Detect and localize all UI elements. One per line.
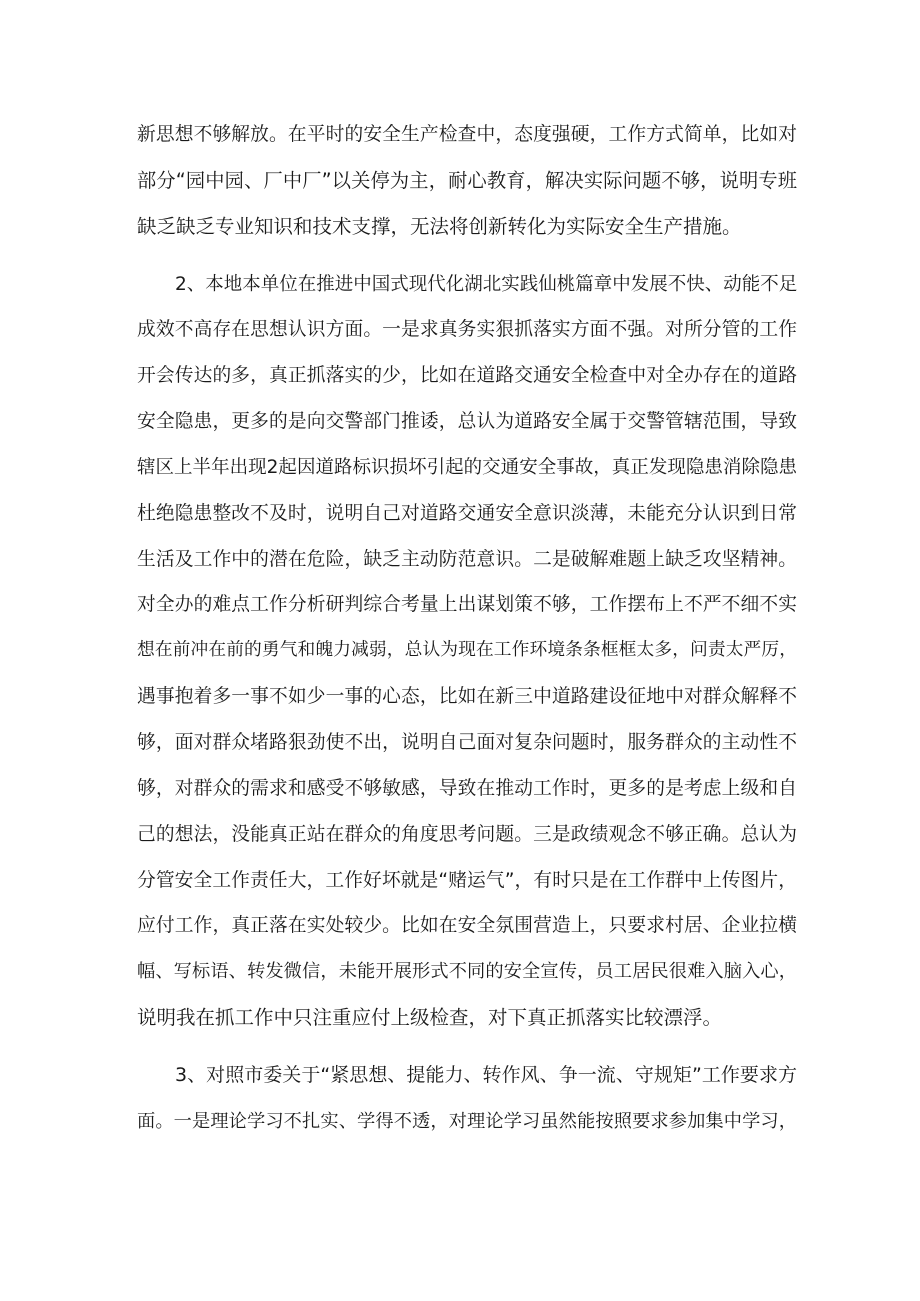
- text-line: 部分“园中园、厂中厂”以关停为主，耐心教育，解决实际问题不够，说明专班: [137, 168, 797, 192]
- paragraph-3: [137, 1053, 797, 1145]
- document-body: [137, 112, 797, 1145]
- paragraph-gap: [137, 250, 797, 262]
- text-line: 对全办的难点工作分析研判综合考量上出谋划策不够，工作摆布上不严不细不实: [137, 594, 797, 616]
- text-line: 辖区上半年出现2起因道路标识损坏引起的交通安全事故，真正发现隐患消除隐患: [137, 456, 797, 478]
- text-line: 遇事抱着多一事不如少一事的心态，比如在新三中道路建设征地中对群众解释不: [137, 686, 797, 708]
- text-line: 够，对群众的需求和感受不够敏感，导致在推动工作时，更多的是考虑上级和自: [137, 777, 797, 799]
- text-line: 成效不高存在思想认识方面。一是求真务实狠抓落实方面不强。对所分管的工作: [137, 319, 797, 341]
- text-line: 说明我在抓工作中只注重应付上级检查，对下真正抓落实比较漂浮。: [137, 1006, 723, 1030]
- text-line: 安全隐患，更多的是向交警部门推诿，总认为道路安全属于交警管辖范围，导致: [137, 411, 797, 433]
- text-line: 应付工作，真正落在实处较少。比如在安全氛围营造上，只要求村居、企业拉横: [137, 915, 797, 937]
- text-line: 杜绝隐患整改不及时，说明自己对道路交通安全意识淡薄，未能充分认识到日常: [137, 502, 797, 524]
- text-line: 2、本地本单位在推进中国式现代化湖北实践仙桃篇章中发展不快、动能不足: [175, 273, 797, 295]
- text-line: 面。一是理论学习不扎实、学得不透，对理论学习虽然能按照要求参加集中学习，: [137, 1110, 797, 1132]
- text-line: 3、对照市委关于“紧思想、提能力、转作风、争一流、守规矩”工作要求方: [175, 1063, 797, 1086]
- text-line: 己的想法，没能真正站在群众的角度思考问题。三是政绩观念不够正确。总认为: [137, 823, 797, 845]
- paragraph-1: [137, 112, 797, 250]
- text-line: 幅、写标语、转发微信，未能开展形式不同的安全宣传，员工居民很难入脑入心，: [137, 961, 797, 983]
- text-line: 缺乏缺乏专业知识和技术支撑，无法将创新转化为实际安全生产措施。: [137, 214, 742, 238]
- text-line: 新思想不够解放。在平时的安全生产检查中，态度强硬，工作方式简单，比如对: [137, 124, 797, 145]
- text-line: 开会传达的多，真正抓落实的少，比如在道路交通安全检查中对全办存在的道路: [137, 365, 797, 387]
- text-line: 想在前冲在前的勇气和魄力减弱，总认为现在工作环境条条框框太多，问责太严厉，: [137, 640, 797, 661]
- text-line: 够，面对群众堵路狠劲使不出，说明自己面对复杂问题时，服务群众的主动性不: [137, 731, 797, 753]
- paragraph-2: [137, 262, 797, 1041]
- paragraph-gap: [137, 1041, 797, 1053]
- text-line: 生活及工作中的潜在危险，缺乏主动防范意识。二是破解难题上缺乏攻坚精神。: [137, 548, 797, 570]
- text-line: 分管安全工作责任大，工作好坏就是“赌运气”，有时只是在工作群中上传图片，: [137, 869, 797, 891]
